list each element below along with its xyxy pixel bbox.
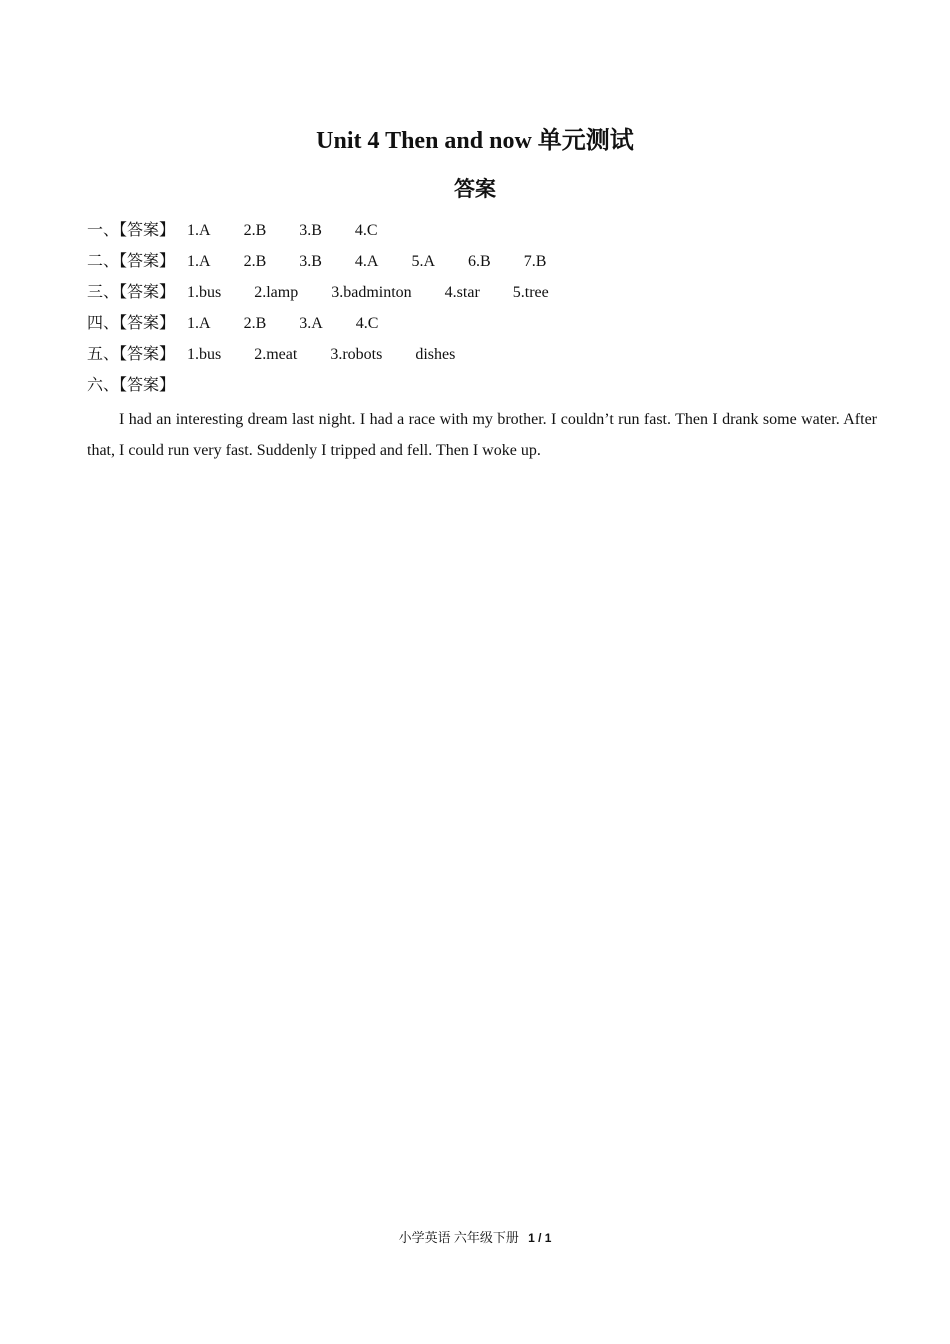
page-footer (0, 1228, 950, 1248)
answer-item: 2.lamp (254, 284, 299, 301)
answer-section-prefix: 四、【答案】 (87, 315, 176, 332)
answer-section-prefix: 五、【答案】 (87, 346, 176, 363)
answer-section-5 (87, 342, 877, 373)
answer-section-1 (87, 218, 877, 249)
answer-item: 1.A (187, 253, 211, 270)
answer-item: 4.C (355, 315, 379, 332)
essay-paragraph: I had an interesting dream last night. I had a race with my brother. I couldn’t run fast. Then I drank some water. After that, I could run very fast. Suddenly I tripped and fell. Then I woke up. (87, 411, 877, 459)
answer-section-prefix: 二、【答案】 (87, 253, 176, 270)
answer-item: 2.B (243, 253, 267, 270)
answer-item: 4.star (444, 284, 480, 301)
answer-item: 3.B (299, 253, 322, 270)
answer-item: 5.tree (512, 284, 549, 301)
answer-item: 4.A (354, 253, 379, 270)
answer-section-prefix: 一、【答案】 (87, 222, 176, 239)
answer-item: 1.bus (187, 346, 222, 363)
answer-item: 3.robots (330, 346, 383, 363)
answer-item: 4.C (354, 222, 378, 239)
answer-item: 2.B (243, 315, 267, 332)
answer-item: 7.B (523, 253, 547, 270)
answer-item: 1.A (187, 222, 211, 239)
answer-item: 2.meat (254, 346, 298, 363)
answer-section-3 (87, 280, 877, 311)
answer-section-6 (87, 373, 877, 404)
answer-item: 5.A (411, 253, 436, 270)
page-number: 1 / 1 (528, 1231, 552, 1245)
answer-list (87, 218, 877, 404)
answer-section-4 (87, 311, 877, 342)
answer-item: 1.A (187, 315, 211, 332)
answer-item: 2.B (243, 222, 267, 239)
answer-item: 3.A (299, 315, 323, 332)
answer-section-2 (87, 249, 877, 280)
answer-section-prefix: 六、【答案】 (87, 377, 176, 394)
answer-item: 3.badminton (331, 284, 412, 301)
footer-label: 小学英语 六年级下册 (398, 1230, 519, 1245)
page-title: Unit 4 Then and now 单元测试 (316, 128, 634, 154)
answer-item: 6.B (468, 253, 491, 270)
answer-item: dishes (415, 346, 456, 363)
answer-item: 1.bus (187, 284, 222, 301)
page-subtitle: 答案 (454, 177, 496, 201)
answer-item: 3.B (299, 222, 322, 239)
answer-section-prefix: 三、【答案】 (87, 284, 176, 301)
